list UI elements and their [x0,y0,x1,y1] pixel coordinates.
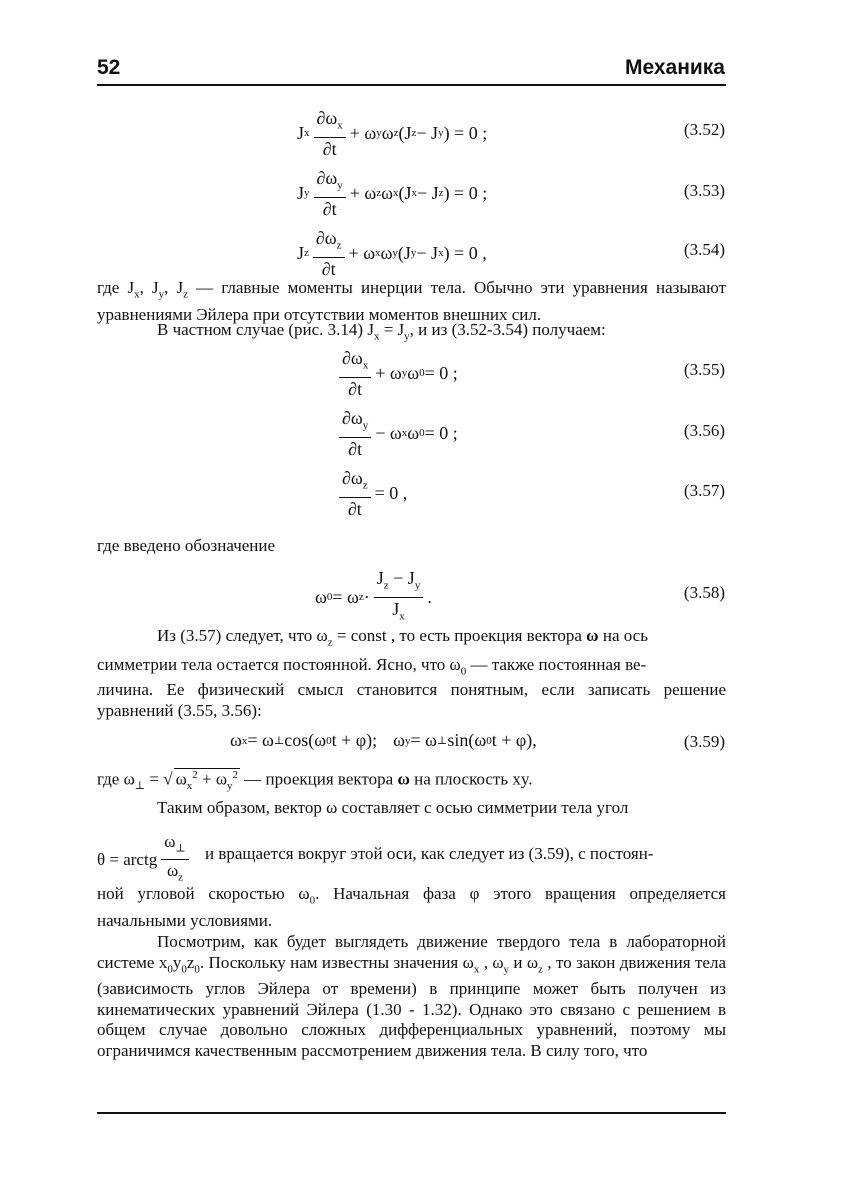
equation-number: (3.54) [683,240,725,259]
equation-3-55: $\frac{\partial\omega_x}{\partial t}$ + ω y ω 0 = 0 ; [335,348,458,399]
paragraph-physical-meaning: личина. Ее физический смысл становится понятным, если записать решение уравнений (3.55, 3.56): [97,680,726,720]
equation-3-57: $\frac{\partial\omega_z}{\partial t}$ = 0 , [335,468,407,519]
page-header-title: Механика [624,56,725,79]
text-symmetry-line: симметрии тела остается постоянной. Ясно, что $\omega_0$ — также постоянная ве- [97,655,647,678]
equation-3-59: ω x = ω ⊥ cos(ω 0 t + φ); ω y = ω ⊥ sin(ω 0 t + φ), [230,730,537,750]
text-rotation: и вращается вокруг этой оси, как следует из (3.59), с постоян- [205,844,654,863]
paragraph-lab-frame: Посмотрим, как будет выглядеть движение твердого тела в лабораторной системе $x_0y_0z_0$. Поскольку нам известны значения $\omega_x$ , $\omega_y$ и $\omega_z$ , то закон движения тела (зависимость углов Эйлера от времени) в принципе может быть получен из кинематических уравнений Эйлера (1.30 - 1.32). Однако это связано с решением в общем случае довольно сложных дифференциальных уравнений, поэтому мы ограничимся качественным рассмотрением движения тела. В силу того, что [97,932,726,1060]
equation-number: (3.58) [683,583,725,602]
header-rule [97,84,726,86]
equation-3-53: J y $\frac{\partial\omega_y}{\partial t}$ + ω z ω x (J x − J z ) = 0 ; [297,168,488,219]
equation-3-58: ω 0 = ω z · $\frac{J_z - J_y}{J_x}$ . [315,568,432,623]
equation-number: (3.53) [683,181,725,200]
paragraph-principal-moments: где $J_x$, $J_y$, $J_z$ — главные моменты инерции тела. Обычно эти уравнения называют уравнениями Эйлера при отсутствии моментов внешних сил. [97,278,727,324]
text-angle-intro: Таким образом, вектор ω составляет с осью симметрии тела угол [157,798,629,817]
equation-number: (3.52) [683,120,725,139]
equation-3-52: J x $\frac{\partial\omega_x}{\partial t}$ + ω y ω z (J z − J y ) = 0 ; [297,108,488,159]
equation-3-56: $\frac{\partial\omega_y}{\partial t}$ − ω x ω 0 = 0 ; [335,408,458,459]
equation-3-54: J z $\frac{\partial\omega_z}{\partial t}$ + ω x ω y (J y − J x ) = 0 , [297,228,487,279]
equation-number: (3.55) [683,360,725,379]
paragraph-angular-speed: ной угловой скоростью $\omega_0$. Начальная фаза φ этого вращения определяется начальными условиями. [97,884,726,930]
footer-rule [97,1112,726,1114]
paragraph-special-case: В частном случае (рис. 3.14) $J_x = J_y$, и из (3.52-3.54) получаем: [157,320,606,343]
text-omega-perp: где $\omega_\perp$ = √ $\omega_x^2 + \omega_y^2$ — проекция вектора ω на плоскость xy. [97,769,533,793]
equation-number: (3.56) [683,421,725,440]
equation-number: (3.59) [683,732,725,751]
equation-number: (3.57) [683,481,725,500]
text-notation-intro: где введено обозначение [97,536,276,555]
text-omega-z-const: Из (3.57) следует, что $\omega_z$ = const , то есть проекция вектора ω на ось [157,626,648,649]
equation-theta: θ = arctg $\frac{\omega_\perp}{\omega_z}$ [97,832,193,888]
page-number: 52 [97,56,121,79]
